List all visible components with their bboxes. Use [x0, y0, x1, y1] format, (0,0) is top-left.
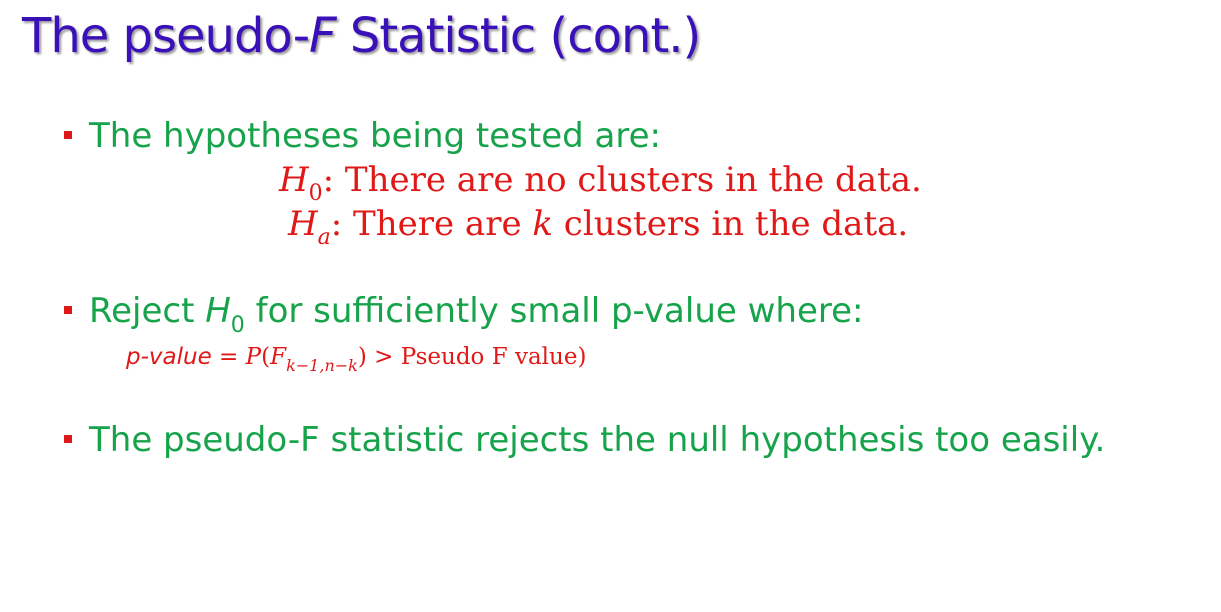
formula-close: ): [357, 344, 367, 370]
null-text: : There are no clusters in the data.: [322, 160, 922, 200]
title-prefix: The pseudo-: [22, 8, 310, 64]
alt-k: k: [532, 204, 553, 244]
alt-subscript: a: [317, 225, 331, 250]
formula-open: (: [261, 344, 271, 370]
formula-rest: > Pseudo F value): [366, 344, 587, 370]
formula-equals: =: [211, 344, 246, 370]
alt-symbol: H: [288, 204, 318, 244]
null-hypothesis: [279, 160, 922, 206]
p-value-formula: [126, 344, 586, 375]
formula-f: F: [270, 344, 287, 370]
slide-title: [22, 8, 700, 64]
alt-text-before: : There are: [330, 204, 533, 244]
reject-suffix: for sufficiently small p-value where:: [244, 291, 864, 331]
formula-label: p-value: [126, 344, 212, 370]
formula-p: P: [245, 344, 262, 370]
bullet-reject: [64, 291, 863, 338]
bullet-marker: [64, 131, 72, 139]
bullet-conclusion: [64, 420, 1105, 460]
title-f: F: [309, 8, 336, 64]
reject-prefix: Reject: [89, 291, 206, 331]
bullet-marker: [64, 306, 72, 314]
null-symbol: H: [279, 160, 309, 200]
reject-h-subscript: 0: [230, 313, 245, 338]
bullet-hypotheses-text: The hypotheses being tested are:: [89, 116, 661, 156]
formula-f-subscript: k−1,n−k: [286, 356, 358, 375]
alt-text-after: clusters in the data.: [552, 204, 909, 244]
null-subscript: 0: [308, 181, 323, 206]
bullet-hypotheses: [64, 116, 661, 156]
alternative-hypothesis: [288, 204, 908, 250]
bullet-marker: [64, 435, 72, 443]
title-suffix: Statistic (cont.): [335, 8, 701, 64]
bullet-conclusion-text: The pseudo-F statistic rejects the null hypothesis too easily.: [89, 420, 1106, 460]
reject-h: H: [205, 291, 231, 331]
